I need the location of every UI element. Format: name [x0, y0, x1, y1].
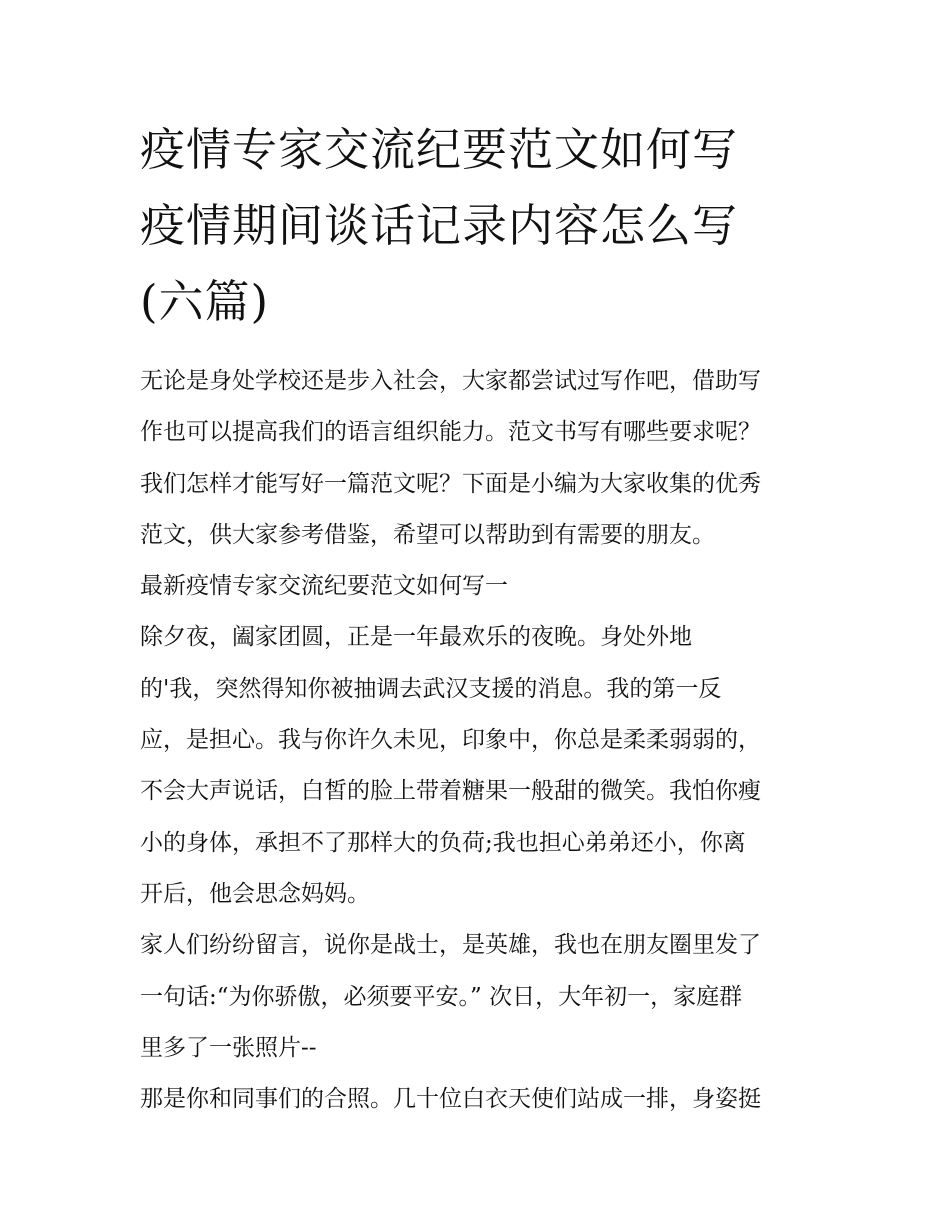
- body-line: 一句话:“为你骄傲，必须要平安。” 次日，大年初一，家庭群: [140, 983, 743, 1010]
- body-line: 那是你和同事们的合照。几十位白衣天使们站成一排，身姿挺: [140, 1086, 761, 1113]
- document-body: [140, 356, 830, 1125]
- title-line: (六篇): [140, 275, 270, 328]
- body-line: 作也可以提高我们的语言组织能力。范文书写有哪些要求呢？: [140, 419, 761, 446]
- body-line: 范文，供大家参考借鉴，希望可以帮助到有需要的朋友。: [140, 521, 715, 548]
- body-line: 小的身体，承担不了那样大的负荷;我也担心弟弟还小，你离: [140, 829, 746, 856]
- body-line: 家人们纷纷留言，说你是战士，是英雄，我也在朋友圈里发了: [140, 932, 761, 959]
- body-line: 的'我，突然得知你被抽调去武汉支援的消息。我的第一反: [140, 675, 722, 702]
- title-line: 疫情期间谈话记录内容怎么写: [140, 199, 739, 252]
- body-line: 除夕夜，阖家团圆，正是一年最欢乐的夜晚。身处外地: [140, 624, 692, 651]
- title-line: 疫情专家交流纪要范文如何写: [140, 123, 739, 176]
- body-line: 无论是身处学校还是步入社会，大家都尝试过写作吧，借助写: [140, 368, 761, 394]
- document-title: [140, 112, 830, 340]
- body-line: 我们怎样才能写好一篇范文呢？下面是小编为大家收集的优秀: [140, 470, 761, 497]
- section-heading: 最新疫情专家交流纪要范文如何写一: [140, 573, 508, 600]
- body-line: 不会大声说话，白皙的脸上带着糖果一般甜的微笑。我怕你瘦: [140, 778, 761, 805]
- body-line: 里多了一张照片--: [140, 1034, 317, 1061]
- body-line: 开后，他会思念妈妈。: [140, 880, 370, 907]
- body-line: 应，是担心。我与你许久未见，印象中，你总是柔柔弱弱的，: [140, 727, 761, 754]
